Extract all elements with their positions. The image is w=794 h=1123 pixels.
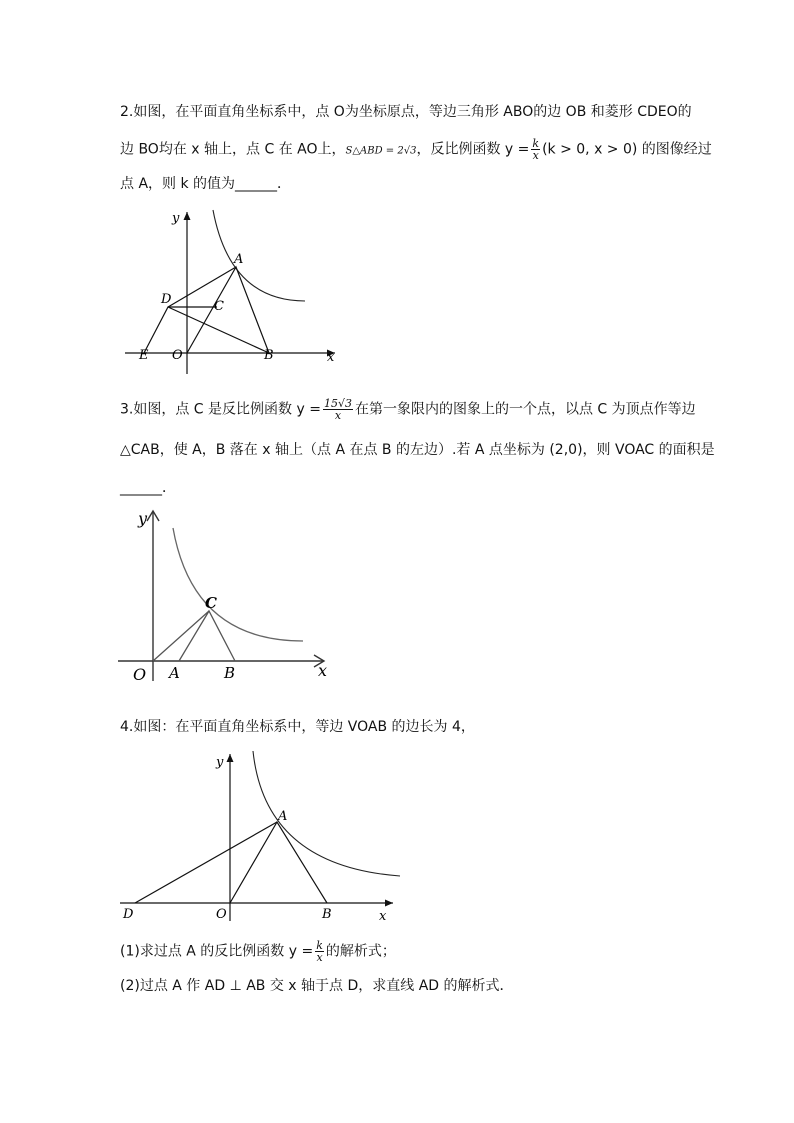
q2-line2-b: ，反比例函数 y =	[416, 141, 530, 158]
q2-line1: 2.如图，在平面直角坐标系中，点 O为坐标原点，等边三角形 ABO的边 OB 和菱形 CDEO的	[120, 104, 692, 120]
q3-label-x: x	[318, 661, 328, 680]
q4-sub1-b: 的解析式；	[325, 943, 396, 960]
q2-label-x: x	[327, 350, 335, 365]
q4-segment-da	[135, 822, 277, 903]
q4-frac-den: x	[316, 951, 323, 964]
q3-triangle-cab	[179, 611, 235, 661]
q3-hyperbola	[173, 528, 303, 641]
q3-label-b: B	[224, 664, 236, 682]
q2-y-arrow	[184, 212, 191, 220]
q4-label-b: B	[322, 907, 332, 922]
q3-label-y: y	[138, 509, 148, 528]
q3-label-c: C	[205, 594, 217, 612]
q2-line3: 点 A，则 k 的值为______．	[120, 176, 292, 192]
q2-label-o: O	[172, 348, 183, 363]
q3-frac-num: 15√3	[323, 397, 352, 410]
q3-line1-a: 3.如图，点 C 是反比例函数 y =	[120, 401, 321, 418]
q2-line2-c: (k > 0, x > 0) 的图像经过	[542, 141, 712, 158]
q4-label-y: y	[216, 755, 224, 770]
q2-figure	[120, 206, 350, 376]
q2-hyperbola	[213, 210, 305, 301]
q3-figure	[118, 506, 338, 686]
q3-fraction	[323, 398, 353, 421]
q4-hyperbola	[253, 751, 400, 876]
q4-triangle-oab	[230, 822, 327, 903]
q2-frac-den: x	[532, 149, 539, 162]
q2-label-a: A	[234, 252, 244, 267]
q3-label-a: A	[169, 664, 180, 682]
q2-fraction	[531, 138, 540, 161]
q4-line1: 4.如图：在平面直角坐标系中，等边 VOAB 的边长为 4，	[120, 719, 475, 735]
q3-line1-b: 在第一象限内的图象上的一个点，以点 C 为顶点作等边	[354, 401, 696, 418]
q2-label-y: y	[172, 211, 180, 226]
q4-sub1	[120, 940, 396, 963]
q2-label-e: E	[139, 348, 149, 363]
q4-label-d: D	[123, 907, 134, 922]
q4-sub2: (2)过点 A 作 AD ⊥ AB 交 x 轴于点 D，求直线 AD 的解析式．	[120, 978, 514, 994]
q2-segment-da	[168, 267, 236, 307]
q4-label-a: A	[278, 809, 288, 824]
q3-label-o: O	[133, 665, 147, 684]
q3-segment-oc	[153, 611, 209, 661]
q4-frac-num: k	[316, 939, 323, 952]
q2-line2	[120, 138, 712, 162]
q2-label-c: C	[214, 299, 224, 314]
q4-label-x: x	[379, 909, 387, 924]
q4-figure	[115, 746, 405, 924]
q3-frac-den: x	[334, 409, 342, 422]
q4-sub1-a: (1)求过点 A 的反比例函数 y =	[120, 943, 314, 960]
q2-line2-a: 边 BO均在 x 轴上，点 C 在 AO上，	[120, 141, 346, 158]
q4-y-arrow	[227, 754, 234, 762]
q3-line1	[120, 398, 696, 421]
q4-fraction	[315, 940, 324, 963]
q2-area: S△ABD = 2√3	[345, 145, 417, 157]
q2-frac-num: k	[532, 137, 540, 150]
q2-label-d: D	[161, 292, 172, 307]
q3-line2: △CAB，使 A，B 落在 x 轴上（点 A 在点 B 的左边）.若 A 点坐标为 (2,0)，则 VOAC 的面积是	[120, 442, 715, 458]
q4-label-o: O	[216, 907, 227, 922]
q2-triangle-abo	[187, 267, 269, 353]
q2-label-b: B	[264, 348, 274, 363]
q4-x-arrow	[385, 900, 393, 907]
q3-line3: ______．	[120, 480, 176, 496]
q2-rhombus	[144, 307, 217, 353]
